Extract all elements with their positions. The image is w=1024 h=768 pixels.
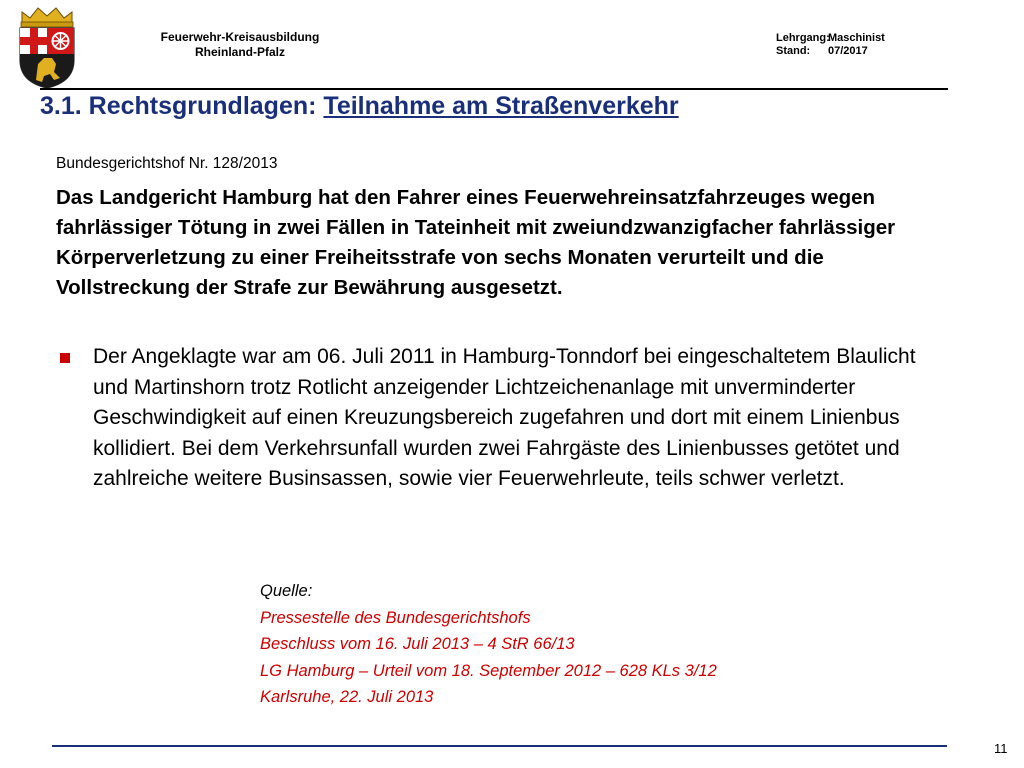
- status-value: 07/2017: [828, 45, 868, 57]
- source-label: Quelle:: [260, 582, 313, 600]
- bullet-square-icon: [60, 353, 70, 363]
- status-label: Stand:: [776, 45, 811, 57]
- source-line: Pressestelle des Bundesgerichtshofs: [260, 608, 531, 627]
- bullet-paragraph: Der Angeklagte war am 06. Juli 2011 in Hamburg-Tonndorf bei eingeschaltetem Blaulicht und Martinshorn trotz Rotlicht anzeigender Lichtzeichenanlage mit unverminderter Geschwindigkeit auf einen Kreuzungsbereich zugefahren und dort mit einem Linienbus kollidiert. Bei dem Verkehrsunfall wurden zwei Fahrgäste des Linienbusses getötet und zahlreiche weitere Businsassen, sowie vier Feuerwehrleute, teils schwer verletzt.: [93, 345, 916, 490]
- organization-name: [120, 30, 360, 60]
- course-value: Maschinist: [828, 32, 885, 44]
- course-info: [776, 32, 885, 58]
- source-line: Karlsruhe, 22. Juli 2013: [260, 688, 434, 706]
- course-label: Lehrgang:: [776, 32, 830, 44]
- title-topic: Teilnahme am Straßenverkehr: [323, 92, 679, 120]
- court-reference: Bundesgerichtshof Nr. 128/2013: [56, 155, 278, 172]
- title-prefix: 3.1. Rechtsgrundlagen:: [40, 92, 317, 120]
- organization-line-1: Feuerwehr-Kreisausbildung: [160, 30, 320, 44]
- organization-line-2: Rheinland-Pfalz: [194, 45, 285, 59]
- page-title: [40, 92, 679, 121]
- coat-of-arms-logo: [14, 6, 80, 90]
- header-divider: [40, 88, 948, 90]
- verdict-paragraph: Das Landgericht Hamburg hat den Fahrer eines Feuerwehreinsatzfahrzeuges wegen fahrlässiger Tötung in zwei Fällen in Tateinheit mit zweiundzwanzigfacher fahrlässiger Körperverletzung zu einer Freiheitsstrafe von sechs Monaten verurteilt und die Vollstreckung der Strafe zur Bewährung ausgesetzt.: [56, 186, 896, 299]
- page-number: 11: [994, 741, 1008, 756]
- footer-divider: [52, 745, 947, 747]
- source-block: [260, 578, 717, 711]
- source-line: LG Hamburg – Urteil vom 18. September 2012 – 628 KLs 3/12: [260, 661, 717, 680]
- source-line: Beschluss vom 16. Juli 2013 – 4 StR 66/13: [260, 635, 575, 653]
